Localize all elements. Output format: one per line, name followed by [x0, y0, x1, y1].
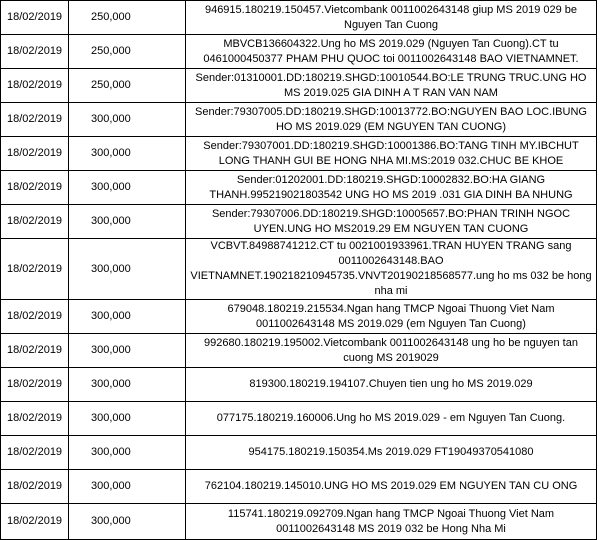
date-cell: 18/02/2019	[1, 69, 69, 103]
amount-cell: 300,000	[69, 402, 186, 436]
date-cell: 18/02/2019	[1, 239, 69, 300]
table-row	[1, 504, 597, 540]
description-cell: 819300.180219.194107.Chuyen tien ung ho MS 2019.029	[186, 368, 597, 402]
description-cell: MBVCB136604322.Ung ho MS 2019.029 (Nguyen Tan Cuong).CT tu 0461000450377 PHAM PHU QUOC toi 0011002643148 BAO VIETNAMNET.	[186, 35, 597, 69]
date-cell: 18/02/2019	[1, 300, 69, 334]
date-cell: 18/02/2019	[1, 1, 69, 35]
date-cell: 18/02/2019	[1, 103, 69, 137]
table-row	[1, 334, 597, 368]
amount-cell: 250,000	[69, 69, 186, 103]
amount-cell: 300,000	[69, 171, 186, 205]
table-row	[1, 368, 597, 402]
amount-cell: 300,000	[69, 300, 186, 334]
description-cell: 992680.180219.195002.Vietcombank 0011002643148 ung ho be nguyen tan cuong MS 2019029	[186, 334, 597, 368]
description-cell: Sender:01310001.DD:180219.SHGD:10010544.BO:LE TRUNG TRUC.UNG HO MS 2019.025 GIA DINH A T RAN VAN NAM	[186, 69, 597, 103]
amount-cell: 300,000	[69, 103, 186, 137]
description-cell: 077175.180219.160006.Ung ho MS 2019.029 - em Nguyen Tan Cuong.	[186, 402, 597, 436]
amount-cell: 300,000	[69, 436, 186, 470]
date-cell: 18/02/2019	[1, 35, 69, 69]
table-row	[1, 35, 597, 69]
table-row	[1, 69, 597, 103]
date-cell: 18/02/2019	[1, 137, 69, 171]
date-cell: 18/02/2019	[1, 504, 69, 540]
date-cell: 18/02/2019	[1, 171, 69, 205]
amount-cell: 250,000	[69, 35, 186, 69]
table-row	[1, 171, 597, 205]
amount-cell: 300,000	[69, 239, 186, 300]
amount-cell: 300,000	[69, 470, 186, 504]
date-cell: 18/02/2019	[1, 436, 69, 470]
description-cell: 762104.180219.145010.UNG HO MS 2019.029 EM NGUYEN TAN CU ONG	[186, 470, 597, 504]
date-cell: 18/02/2019	[1, 470, 69, 504]
description-cell: 946915.180219.150457.Vietcombank 0011002643148 giup MS 2019 029 be Nguyen Tan Cuong	[186, 1, 597, 35]
date-cell: 18/02/2019	[1, 205, 69, 239]
table-row	[1, 103, 597, 137]
description-cell: Sender:79307001.DD:180219.SHGD:10001386.BO:TANG TINH MY.IBCHUT LONG THANH GUI BE HONG NHA MI.MS:2019 032.CHUC BE KHOE	[186, 137, 597, 171]
table-row	[1, 137, 597, 171]
description-cell: 115741.180219.092709.Ngan hang TMCP Ngoai Thuong Viet Nam 0011002643148 MS 2019 032 be Hong Nha Mi	[186, 504, 597, 540]
description-cell: Sender:79307006.DD:180219.SHGD:10005657.BO:PHAN TRINH NGOC UYEN.UNG HO MS2019.29 EM NGUYEN TAN CUONG	[186, 205, 597, 239]
table-row	[1, 300, 597, 334]
table-row	[1, 470, 597, 504]
table-row	[1, 1, 597, 35]
date-cell: 18/02/2019	[1, 402, 69, 436]
amount-cell: 300,000	[69, 137, 186, 171]
table-row	[1, 239, 597, 300]
description-cell: 954175.180219.150354.Ms 2019.029 FT19049370541080	[186, 436, 597, 470]
amount-cell: 300,000	[69, 205, 186, 239]
date-cell: 18/02/2019	[1, 368, 69, 402]
amount-cell: 300,000	[69, 368, 186, 402]
description-cell: Sender:01202001.DD:180219.SHGD:10002832.BO:HA GIANG THANH.995219021803542 UNG HO MS 2019 .031 GIA DINH BA NHUNG	[186, 171, 597, 205]
amount-cell: 300,000	[69, 504, 186, 540]
amount-cell: 300,000	[69, 334, 186, 368]
table-row	[1, 205, 597, 239]
description-cell: Sender:79307005.DD:180219.SHGD:10013772.BO:NGUYEN BAO LOC.IBUNG HO MS 2019.029 (EM NGUYEN TAN CUONG)	[186, 103, 597, 137]
table-row	[1, 402, 597, 436]
description-cell: VCBVT.84988741212.CT tu 0021001933961.TRAN HUYEN TRANG sang 0011002643148.BAO VIETNAMNET.190218210945735.VNVT20190218568577.ung ho ms 032 be hong nha mi	[186, 239, 597, 300]
description-cell: 679048.180219.215534.Ngan hang TMCP Ngoai Thuong Viet Nam 0011002643148 MS 2019.029 (em Nguyen Tan Cuong)	[186, 300, 597, 334]
table-row	[1, 436, 597, 470]
amount-cell: 250,000	[69, 1, 186, 35]
date-cell: 18/02/2019	[1, 334, 69, 368]
